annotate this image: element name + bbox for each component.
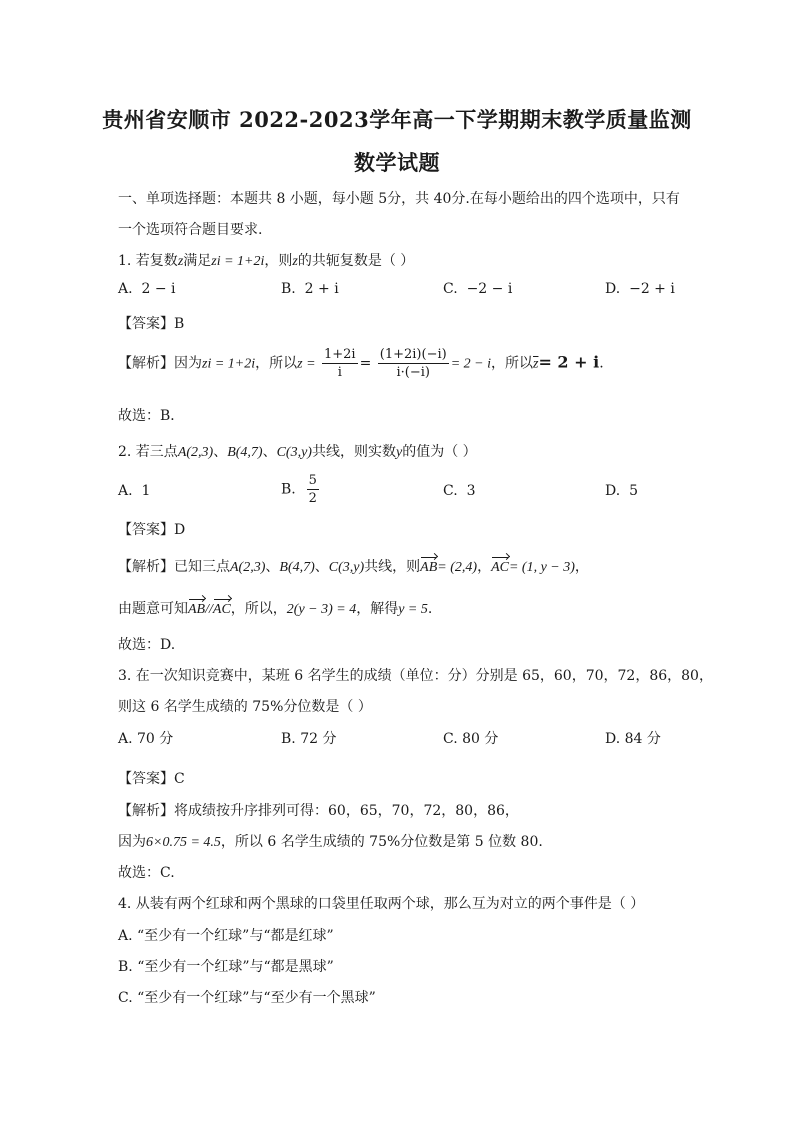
- q3-analysis-line1: 【解析】将成绩按升序排列可得：60，65，70，72，80，86，: [118, 803, 519, 819]
- q1-choose: 故选：B．: [118, 408, 185, 424]
- q4-option-b: B. “至少有一个红球”与“都是黑球”: [118, 959, 334, 975]
- document-title: 贵州省安顺市 2022-2023学年高一下学期期末教学质量监测: [102, 107, 692, 132]
- q1-option-d: D. −2 + i: [605, 281, 675, 297]
- q2-analysis-line1: 【解析】已知三点A(2,3)、B(4,7)、C(3,y)共线，则AB= (2,4)，AC= (1, y − 3)，: [118, 559, 589, 575]
- q2-option-b: B. $\frac{5}{2}$: [281, 473, 317, 506]
- section-header-line1: 一、单项选择题：本题共 8 小题，每小题 5分，共 40分.在每小题给出的四个选项中，只有: [118, 191, 680, 207]
- q1-option-b: B. 2 + i: [281, 281, 339, 297]
- q3-option-d: D. 84 分: [605, 731, 661, 747]
- q2-option-c: C. 3: [443, 483, 476, 499]
- q1-stem: 1. 若复数z满足zi = 1+2i，则z的共轭复数是（ ）: [118, 253, 415, 269]
- q2-analysis-line2: 由题意可知AB//AC，所以，2(y − 3) = 4，解得y = 5.: [118, 601, 433, 617]
- document-subtitle: 数学试题: [354, 150, 440, 175]
- q3-stem-line2: 则这 6 名学生成绩的 75%分位数是（ ）: [118, 699, 372, 715]
- q4-stem: 4. 从装有两个红球和两个黑球的口袋里任取两个球，那么互为对立的两个事件是（ ）: [118, 896, 645, 912]
- q1-fraction-2: $\frac{(1+2i)(-i)}{i\cdot(-i)}$: [379, 347, 447, 380]
- q2-stem: 2. 若三点A(2,3)、B(4,7)、C(3,y)共线，则实数y的值为（ ）: [118, 444, 477, 460]
- vector-ac: AC: [491, 560, 509, 575]
- q1-fraction-1: $\frac{1+2i}{i}$: [323, 347, 356, 380]
- q2-option-d: D. 5: [605, 483, 639, 499]
- q2-option-a: A. 1: [118, 483, 151, 499]
- q3-choose: 故选：C.: [118, 865, 175, 881]
- q1-analysis: 【解析】因为zi = 1+2i，所以z = $\frac{1+2i}{i}$ = $\frac{(1+2i)(-i)}{i\cdot(-i)}$ = 2 − i，所以$\overline{z}= 2 + i$.: [118, 347, 604, 380]
- q2-answer: 【答案】D: [118, 522, 186, 538]
- q1-option-c: C. −2 − i: [443, 281, 513, 297]
- q1-option-a: A. 2 − i: [118, 281, 176, 297]
- q3-stem-line1: 3. 在一次知识竞赛中，某班 6 名学生的成绩（单位：分）分别是 65，60，70，72，86，80，: [118, 668, 713, 684]
- q4-option-a: A. “至少有一个红球”与“都是红球”: [118, 928, 334, 944]
- q1-answer: 【答案】B: [118, 316, 185, 332]
- q3-answer: 【答案】C: [118, 771, 185, 787]
- q3-analysis-line2: 因为6×0.75 = 4.5，所以 6 名学生成绩的 75%分位数是第 5 位数 80.: [118, 834, 543, 850]
- q2-choose: 故选：D.: [118, 637, 176, 653]
- q3-option-a: A. 70 分: [118, 731, 174, 747]
- vector-ab: AB: [420, 560, 438, 575]
- q4-option-c: C. “至少有一个红球”与“至少有一个黑球”: [118, 990, 376, 1006]
- q3-option-c: C. 80 分: [443, 731, 499, 747]
- q3-option-b: B. 72 分: [281, 731, 337, 747]
- section-header-line2: 一个选项符合题目要求.: [118, 222, 263, 238]
